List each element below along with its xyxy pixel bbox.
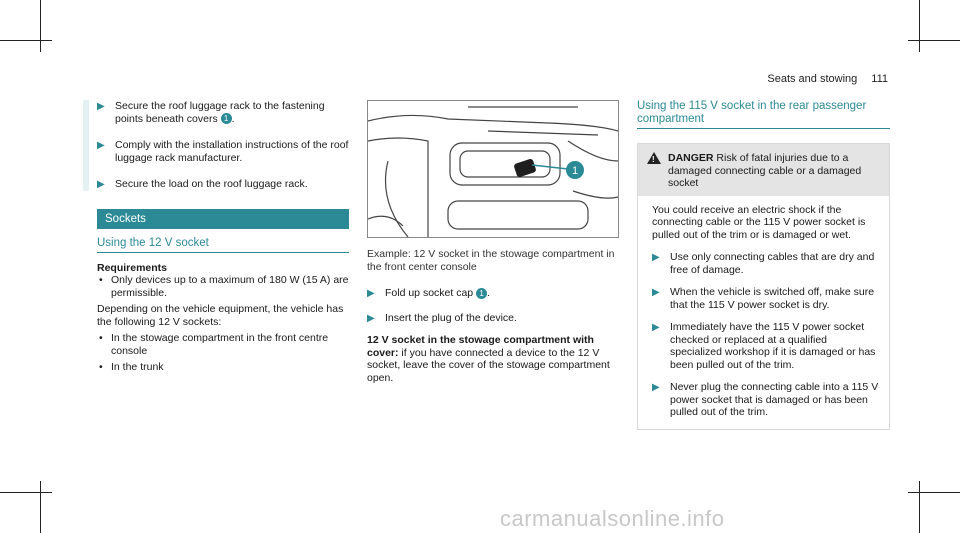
step-item: ▶ Secure the roof luggage rack to the fastening points beneath covers 1 . <box>97 100 325 125</box>
step-item: ▶ Comply with the installation instructions of the roof luggage rack manufacturer. <box>97 139 349 164</box>
left-column <box>97 100 349 376</box>
list-item: • In the stowage compartment in the front centre console <box>99 332 329 357</box>
crop-mark <box>919 481 920 533</box>
crop-mark <box>908 40 960 41</box>
step-item: ▶ Secure the load on the roof luggage rack. <box>97 178 308 190</box>
note-paragraph: 12 V socket in the stowage compartment with cover: if you have connected a device to the 12 V socket, leave the cover of the stowage compartment open. <box>367 334 610 384</box>
danger-label: DANGER <box>668 152 714 164</box>
step-arrow-icon: ▶ <box>97 101 105 112</box>
step-arrow-icon: ▶ <box>652 322 660 333</box>
step-item: ▶ When the vehicle is switched off, make sure that the 115 V power socket is dry. <box>652 286 875 311</box>
step-arrow-icon: ▶ <box>652 287 660 298</box>
list-item: • Only devices up to a maximum of 180 W (15 A) are permissible. <box>99 274 349 299</box>
callout-badge: 1 <box>476 288 487 299</box>
step-arrow-icon: ▶ <box>652 382 660 393</box>
step-bar <box>83 100 89 191</box>
crop-mark <box>40 0 41 52</box>
step-arrow-icon: ▶ <box>367 312 375 324</box>
step-arrow-icon: ▶ <box>97 140 105 151</box>
crop-mark <box>919 0 920 52</box>
step-arrow-icon: ▶ <box>367 288 375 299</box>
section-heading: Sockets <box>97 209 349 230</box>
svg-text:1: 1 <box>571 165 579 177</box>
watermark: carmanualsonline.info <box>500 506 725 531</box>
step-arrow-icon: ▶ <box>97 179 105 190</box>
page-number: 111 <box>871 73 888 85</box>
step-item: ▶ Insert the plug of the device. <box>367 311 517 324</box>
middle-column <box>367 100 617 384</box>
step-item: ▶ Never plug the connecting cable into a 115 V power socket that is damaged or has been pulled out of the trim. <box>652 381 879 418</box>
crop-mark <box>40 481 41 533</box>
list-item: • In the trunk <box>99 361 164 373</box>
danger-body: You could receive an electric shock if the connecting cable or the 115 V power socket is pulled out of the trim or is damaged or wet. ▶ Use only connecting cables that are dry and free of damage. ▶ When the vehicle is switched off, make sure that the 115 V power socket is dry. ▶ Immediately have the 115 V power socket checked or replaced at a qualified specialized workshop if it is damaged or has been pulled out of the trim. ▶ Never plug the connecting cable into a 115 V power socket that is damaged or has been pulled out of the trim. <box>652 203 879 418</box>
warning-icon: ! <box>647 152 661 164</box>
socket-illustration <box>367 100 619 238</box>
running-header <box>767 73 888 85</box>
section-title: Seats and stowing <box>767 73 858 85</box>
danger-box <box>637 143 890 430</box>
danger-header: ! DANGER Risk of fatal injuries due to a damaged connecting cable or a damaged socket <box>638 144 889 196</box>
body-text: Depending on the vehicle equipment, the vehicle has the following 12 V sockets: <box>97 303 344 328</box>
crop-mark <box>0 492 52 493</box>
right-column <box>637 100 890 430</box>
step-item: ▶ Immediately have the 115 V power socket checked or replaced at a qualified specialized workshop if it is damaged or has been pulled out of the trim. <box>652 321 876 371</box>
step-arrow-icon: ▶ <box>652 252 660 263</box>
requirements-label: Requirements <box>97 261 168 274</box>
step-item: ▶ Use only connecting cables that are dry and free of damage. <box>652 251 875 276</box>
callout-badge: 1 <box>221 113 232 124</box>
figure-caption: Example: 12 V socket in the stowage compartment in the front center console <box>367 248 615 273</box>
subsection-heading: Using the 12 V socket <box>97 237 349 253</box>
crop-mark <box>908 492 960 493</box>
subsection-heading: Using the 115 V socket in the rear passenger compartment <box>637 100 890 129</box>
step-item: ▶ Fold up socket cap 1 . <box>367 287 490 299</box>
crop-mark <box>0 40 52 41</box>
